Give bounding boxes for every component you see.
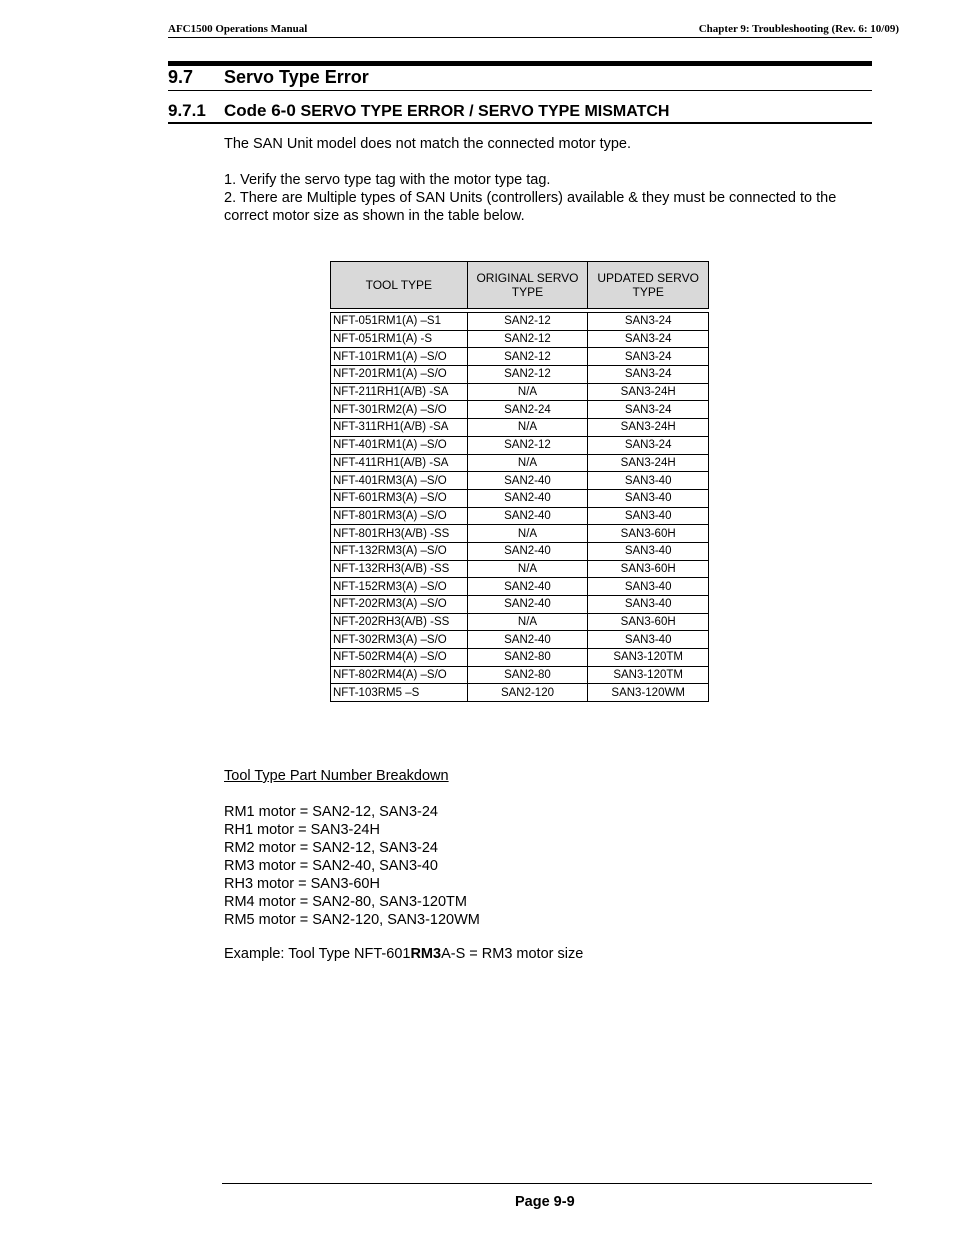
updated-servo-cell: SAN3-24H	[588, 454, 709, 472]
tool-type-cell: NFT-103RM5 –S	[331, 684, 468, 702]
tool-type-cell: NFT-051RM1(A) –S1	[331, 313, 468, 331]
motor-line: RH1 motor = SAN3-24H	[224, 822, 380, 838]
table-row	[331, 366, 709, 384]
motor-line: RM5 motor = SAN2-120, SAN3-120WM	[224, 912, 480, 928]
step-2: 2. There are Multiple types of SAN Units (controllers) available & they must be connected to the correct motor size as shown in the table below.	[224, 190, 837, 224]
motor-line: RM2 motor = SAN2-12, SAN3-24	[224, 840, 438, 856]
tool-type-cell: NFT-801RM3(A) –S/O	[331, 507, 468, 525]
tool-type-cell: NFT-302RM3(A) –S/O	[331, 631, 468, 649]
original-servo-cell: N/A	[467, 454, 588, 472]
tool-type-cell: NFT-301RM2(A) –S/O	[331, 401, 468, 419]
tool-type-cell: NFT-202RM3(A) –S/O	[331, 596, 468, 614]
table-header-row	[331, 262, 709, 309]
motor-line: RM4 motor = SAN2-80, SAN3-120TM	[224, 894, 467, 910]
table-row	[331, 684, 709, 702]
table-row	[331, 348, 709, 366]
column-header-tool-type: TOOL TYPE	[331, 262, 468, 309]
original-servo-cell: SAN2-40	[467, 578, 588, 596]
updated-servo-cell: SAN3-24	[588, 348, 709, 366]
tool-type-cell: NFT-211RH1(A/B) -SA	[331, 383, 468, 401]
original-servo-cell: SAN2-40	[467, 489, 588, 507]
tool-type-cell: NFT-401RM1(A) –S/O	[331, 436, 468, 454]
updated-servo-cell: SAN3-40	[588, 631, 709, 649]
updated-servo-cell: SAN3-120TM	[588, 649, 709, 667]
subsection-heading	[168, 101, 872, 124]
updated-servo-cell: SAN3-24H	[588, 419, 709, 437]
original-servo-cell: SAN2-24	[467, 401, 588, 419]
updated-servo-cell: SAN3-120TM	[588, 666, 709, 684]
original-servo-cell: SAN2-12	[467, 366, 588, 384]
original-servo-cell: SAN2-120	[467, 684, 588, 702]
updated-servo-cell: SAN3-40	[588, 472, 709, 490]
table-row	[331, 649, 709, 667]
intro-paragraph: The SAN Unit model does not match the connected motor type.	[224, 136, 632, 152]
original-servo-cell: SAN2-12	[467, 313, 588, 331]
tool-type-cell: NFT-401RM3(A) –S/O	[331, 472, 468, 490]
page-number: Page 9-9	[515, 1194, 575, 1210]
tool-type-cell: NFT-801RH3(A/B) -SS	[331, 525, 468, 543]
tool-type-cell: NFT-201RM1(A) –S/O	[331, 366, 468, 384]
subsection-title-wrap	[224, 101, 669, 121]
tool-type-cell: NFT-411RH1(A/B) -SA	[331, 454, 468, 472]
original-servo-cell: N/A	[467, 383, 588, 401]
table-row	[331, 454, 709, 472]
updated-servo-cell: SAN3-24	[588, 330, 709, 348]
table-row	[331, 542, 709, 560]
subsection-title: SERVO TYPE ERROR / SERVO TYPE MISMATCH	[300, 103, 670, 120]
footer-rule	[222, 1183, 872, 1184]
original-servo-cell: SAN2-12	[467, 436, 588, 454]
table-row	[331, 313, 709, 331]
original-servo-cell: SAN2-80	[467, 666, 588, 684]
column-header-original-servo: ORIGINAL SERVO TYPE	[467, 262, 588, 309]
tool-type-cell: NFT-601RM3(A) –S/O	[331, 489, 468, 507]
table-row	[331, 596, 709, 614]
updated-servo-cell: SAN3-120WM	[588, 684, 709, 702]
section-number: 9.7	[168, 67, 194, 87]
original-servo-cell: SAN2-40	[467, 596, 588, 614]
column-header-updated-servo: UPDATED SERVO TYPE	[588, 262, 709, 309]
updated-servo-cell: SAN3-24H	[588, 383, 709, 401]
motor-list	[224, 803, 480, 929]
table-row	[331, 401, 709, 419]
step-1: 1. Verify the servo type tag with the motor type tag.	[224, 172, 551, 188]
updated-servo-cell: SAN3-24	[588, 366, 709, 384]
updated-servo-cell: SAN3-60H	[588, 560, 709, 578]
table-row	[331, 330, 709, 348]
example-suffix: A-S = RM3 motor size	[441, 946, 584, 962]
motor-line: RM1 motor = SAN2-12, SAN3-24	[224, 804, 438, 820]
breakdown-title: Tool Type Part Number Breakdown	[224, 768, 449, 784]
original-servo-cell: N/A	[467, 560, 588, 578]
updated-servo-cell: SAN3-24	[588, 401, 709, 419]
updated-servo-cell: SAN3-40	[588, 489, 709, 507]
tool-type-cell: NFT-311RH1(A/B) -SA	[331, 419, 468, 437]
table-row	[331, 578, 709, 596]
table-row	[331, 383, 709, 401]
tool-type-cell: NFT-051RM1(A) -S	[331, 330, 468, 348]
table-row	[331, 560, 709, 578]
updated-servo-cell: SAN3-40	[588, 542, 709, 560]
original-servo-cell: SAN2-12	[467, 330, 588, 348]
tool-type-cell: NFT-202RH3(A/B) -SS	[331, 613, 468, 631]
tool-type-cell: NFT-132RM3(A) –S/O	[331, 542, 468, 560]
updated-servo-cell: SAN3-40	[588, 507, 709, 525]
error-code: Code 6-0	[224, 101, 296, 120]
updated-servo-cell: SAN3-60H	[588, 613, 709, 631]
tool-type-cell: NFT-802RM4(A) –S/O	[331, 666, 468, 684]
original-servo-cell: N/A	[467, 613, 588, 631]
motor-line: RH3 motor = SAN3-60H	[224, 876, 380, 892]
section-divider	[168, 61, 872, 66]
tool-type-cell: NFT-502RM4(A) –S/O	[331, 649, 468, 667]
section-title: Servo Type Error	[224, 67, 369, 87]
header-manual-title: AFC1500 Operations Manual	[168, 23, 308, 35]
tool-type-cell: NFT-132RH3(A/B) -SS	[331, 560, 468, 578]
page-header	[168, 23, 899, 38]
original-servo-cell: SAN2-80	[467, 649, 588, 667]
example-prefix: Example: Tool Type NFT-601	[224, 946, 411, 962]
original-servo-cell: SAN2-40	[467, 631, 588, 649]
example-bold: RM3	[410, 946, 442, 962]
table-row	[331, 489, 709, 507]
table-row	[331, 666, 709, 684]
table-row	[331, 613, 709, 631]
table-row	[331, 525, 709, 543]
table-row	[331, 419, 709, 437]
updated-servo-cell: SAN3-40	[588, 578, 709, 596]
tool-type-cell: NFT-101RM1(A) –S/O	[331, 348, 468, 366]
original-servo-cell: SAN2-12	[467, 348, 588, 366]
subsection-number: 9.7.1	[168, 101, 206, 120]
original-servo-cell: N/A	[467, 419, 588, 437]
updated-servo-cell: SAN3-24	[588, 436, 709, 454]
original-servo-cell: N/A	[467, 525, 588, 543]
original-servo-cell: SAN2-40	[467, 507, 588, 525]
header-chapter: Chapter 9: Troubleshooting (Rev. 6: 10/09)	[698, 23, 899, 35]
section-heading	[168, 67, 872, 91]
example-line	[224, 946, 583, 962]
table-row	[331, 472, 709, 490]
tool-type-cell: NFT-152RM3(A) –S/O	[331, 578, 468, 596]
updated-servo-cell: SAN3-24	[588, 313, 709, 331]
updated-servo-cell: SAN3-40	[588, 596, 709, 614]
motor-line: RM3 motor = SAN2-40, SAN3-40	[224, 858, 438, 874]
table-row	[331, 631, 709, 649]
table-row	[331, 507, 709, 525]
table-body	[331, 309, 709, 702]
updated-servo-cell: SAN3-60H	[588, 525, 709, 543]
original-servo-cell: SAN2-40	[467, 542, 588, 560]
original-servo-cell: SAN2-40	[467, 472, 588, 490]
table-row	[331, 436, 709, 454]
servo-type-table	[330, 261, 709, 702]
